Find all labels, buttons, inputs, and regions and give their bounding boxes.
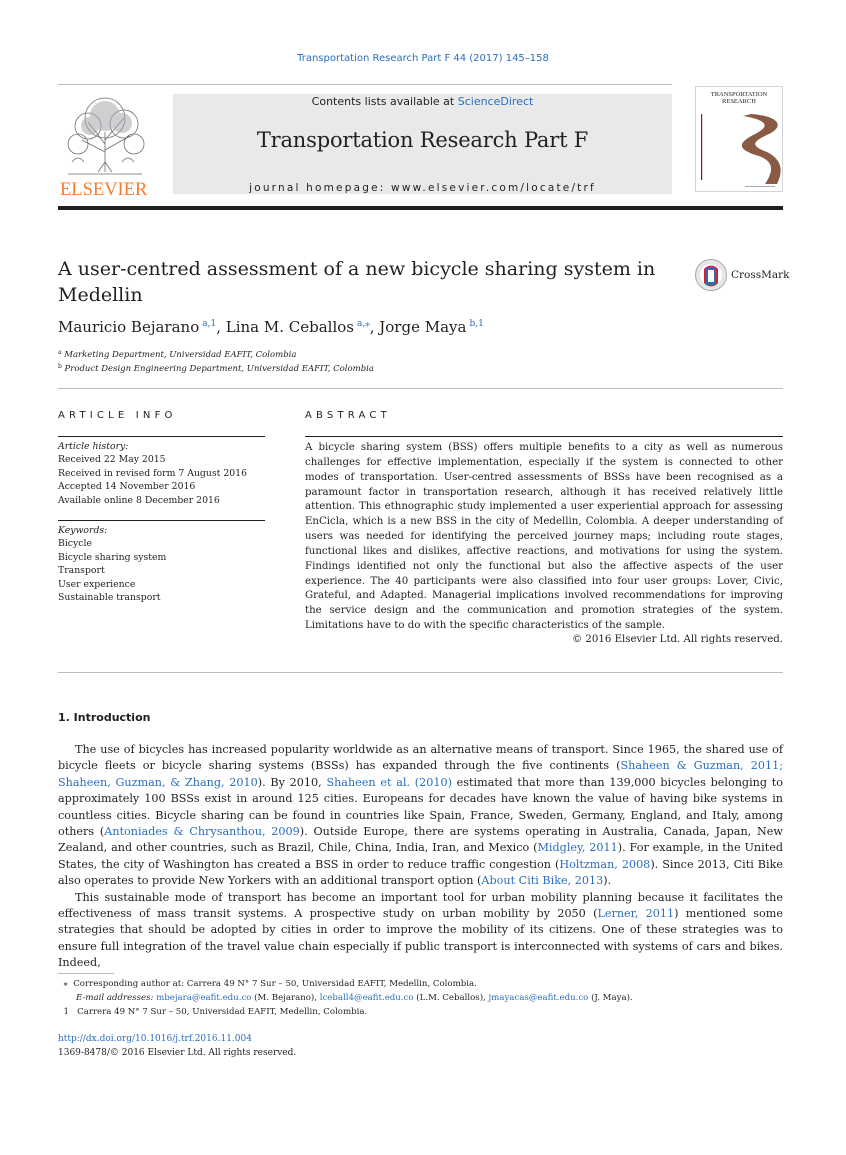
keyword-item: Sustainable transport: [58, 592, 161, 604]
abstract-heading: ABSTRACT: [305, 410, 391, 421]
author-name[interactable]: Lina M. Ceballos: [225, 318, 354, 336]
affiliation-a: [58, 349, 296, 360]
author-list: Mauricio Bejarano $^{a,1}$, Lina M. Ceballos $^{a,⁎}$, Jorge Maya $^{b,1}$: [58, 318, 484, 336]
elsevier-logo-text: ELSEVIER: [60, 180, 148, 200]
journal-cover-image: [695, 86, 783, 192]
affiliation-mark: a: [58, 349, 62, 356]
author-affiliation-mark[interactable]: b,1: [469, 319, 484, 329]
section-body: [58, 742, 783, 972]
citation-link[interactable]: About Citi Bike, 2013: [481, 874, 604, 888]
citation-link[interactable]: Midgley, 2011: [537, 841, 618, 855]
abstract-text: A bicycle sharing system (BSS) offers multiple benefits to a city as well as numerous challenges for effective implementation, especially if the system is connected to other modes of transportation. User-centred assessments of BSSs have been recognised as a paramount factor in transportation research, although it has received relatively little attention. This ethnographic study implemented a user experiential approach for assessing EnCicla, which is a new BSS in the city of Medellin, Colombia. A deeper understanding of users was needed for identifying the perceived journey maps; including route stages, functional likes and dislikes, affective reactions, and motivations for using the system. Findings identified not only the functional but also the affective aspects of the user experience. The 40 participants were also classified into four user groups: Lover, Civic, Grateful, and Adapted. Managerial implications involved recommendations for improving the service design and the communication and promotion strategies of the system. Limitations have to do with the specific characteristics of the sample.: [305, 442, 783, 632]
email-footnote: [58, 992, 633, 1005]
issn-line: 1369-8478/© 2016 Elsevier Ltd. All rights reserved.: [58, 1048, 297, 1058]
footnote-text: Carrera 49 N° 7 Sur – 50, Universidad EAFIT, Medellin, Colombia.: [77, 1007, 368, 1017]
history-item: Received 22 May 2015: [58, 454, 166, 466]
affiliation-b: [58, 363, 374, 374]
crossmark-label[interactable]: CrossMark: [731, 269, 790, 281]
citation-link[interactable]: Lerner, 2011: [597, 907, 675, 921]
footnote-mark: ⁎: [63, 979, 68, 989]
affiliation-mark: b: [58, 363, 62, 370]
footnote-1: [58, 1006, 367, 1019]
homepage-link[interactable]: www.elsevier.com/locate/trf: [391, 182, 596, 194]
citation-link[interactable]: Holtzman, 2008: [559, 857, 651, 871]
article-info-heading: ARTICLE INFO: [58, 410, 177, 421]
article-history: [58, 440, 247, 507]
keywords-list: [58, 537, 166, 604]
divider: [58, 388, 783, 389]
doi-link[interactable]: [58, 1034, 252, 1044]
author-affiliation-mark[interactable]: a,1: [202, 319, 217, 329]
history-item: Received in revised form 7 August 2016: [58, 467, 247, 479]
keywords-label: Keywords:: [58, 525, 108, 536]
section-heading: 1. Introduction: [58, 711, 151, 724]
email-link[interactable]: lceball4@eafit.edu.co: [319, 993, 414, 1003]
divider: [305, 436, 783, 437]
keyword-item: Transport: [58, 565, 105, 577]
header-top-rule: [58, 84, 672, 85]
email-label: E-mail addresses:: [76, 993, 154, 1003]
journal-title: Transportation Research Part F: [256, 128, 589, 152]
paragraph-1: The use of bicycles has increased popularity worldwide as an alternative means of transport. Since 1965, the shared use of bicycle fleets or bicycle sharing systems (BSSs) has expanded through the five continents (Shaheen & Guzman, 2011; Shaheen, Guzman, & Zhang, 2010). By 2010, Shaheen et al. (2010) estimated that more than 139,000 bicycles belonging to approximately 100 BSSs exist in around 125 cities. Europeans for decades have known the value of having bike systems in countless cities. Bicycle sharing can be found in countries like Spain, France, Sweden, Germany, England, and Italy, among others (Antoniades & Chrysanthou, 2009). Outside Europe, there are systems operating in Australia, Canada, Japan, New Zealand, and other countries, such as Brazil, Chile, China, India, Iran, and Mexico (Midgley, 2011). For example, in the United States, the city of Washington has created a BSS in order to reduce traffic congestion (Holtzman, 2008). Since 2013, Citi Bike also operates to provide New Yorkers with an additional transport option (About Citi Bike, 2013).: [58, 743, 784, 888]
homepage-prefix: journal homepage:: [249, 182, 392, 194]
author-name[interactable]: Mauricio Bejarano: [58, 318, 200, 336]
footnote-text: Corresponding author at: Carrera 49 N° 7 Sur – 50, Universidad EAFIT, Medellin, Colombia.: [73, 979, 477, 989]
author-name[interactable]: Jorge Maya: [379, 318, 467, 336]
email-link[interactable]: jmayacas@eafit.edu.co: [488, 993, 589, 1003]
footnote-rule: [58, 973, 114, 974]
sciencedirect-link[interactable]: ScienceDirect: [457, 95, 534, 108]
cover-title-line-1: TRANSPORTATION: [710, 91, 768, 98]
header-thick-rule: [58, 206, 783, 210]
author-affiliation-mark[interactable]: a,⁎: [356, 319, 370, 329]
divider: [58, 672, 783, 673]
corresponding-author-footnote: [58, 978, 477, 991]
divider: [58, 520, 265, 521]
cover-title-line-2: RESEARCH: [722, 98, 756, 105]
affiliation-text: Product Design Engineering Department, Universidad EAFIT, Colombia: [64, 364, 374, 374]
keyword-item: Bicycle sharing system: [58, 551, 167, 563]
keywords-block: [58, 524, 166, 604]
footnote-mark: 1: [63, 1007, 69, 1017]
history-label: Article history:: [58, 441, 129, 452]
elsevier-logo: [58, 92, 153, 200]
contents-line: [173, 95, 672, 108]
crossmark-icon: [695, 258, 729, 292]
email-link[interactable]: mbejara@eafit.edu.co: [156, 993, 252, 1003]
abstract-copyright: © 2016 Elsevier Ltd. All rights reserved.: [571, 634, 783, 645]
citation-link[interactable]: Antoniades & Chrysanthou, 2009: [104, 825, 300, 839]
journal-reference-link[interactable]: Transportation Research Part F 44 (2017) 145–158: [297, 53, 549, 64]
journal-homepage-line: [173, 182, 672, 194]
doi-url[interactable]: http://dx.doi.org/10.1016/j.trf.2016.11.004: [58, 1034, 252, 1044]
paragraph-2: This sustainable mode of transport has become an important tool for urban mobility planning because it facilitates the effectiveness of mass transit systems. A prospective study on urban mobility by 2050 (Lerner, 2011) mentioned some strategies that should be adopted by cities in order to improve the mobility of its citizens. One of these strategies was to ensure full integration of the travel value chain especially if public transport is interconnected with systems of cars and bikes. Indeed,: [58, 890, 783, 970]
citation-link[interactable]: Shaheen & Guzman, 2011; Shaheen, Guzman, & Zhang, 2010: [58, 759, 783, 789]
citation-link[interactable]: Shaheen et al. (2010): [326, 775, 452, 789]
keyword-item: Bicycle: [58, 538, 92, 550]
email-list: mbejara@eafit.edu.co (M. Bejarano), lceball4@eafit.edu.co (L.M. Ceballos), jmayacas@eafit.edu.co (J. Maya).: [156, 993, 633, 1003]
keyword-item: User experience: [58, 578, 136, 590]
history-item: Available online 8 December 2016: [58, 494, 220, 506]
history-item: Accepted 14 November 2016: [58, 481, 196, 493]
article-title: A user-centred assessment of a new bicycle sharing system in Medellin: [58, 258, 656, 306]
affiliation-text: Marketing Department, Universidad EAFIT, Colombia: [64, 350, 297, 360]
contents-prefix: Contents lists available at: [311, 95, 458, 108]
history-list: [58, 453, 247, 507]
divider: [58, 436, 265, 437]
